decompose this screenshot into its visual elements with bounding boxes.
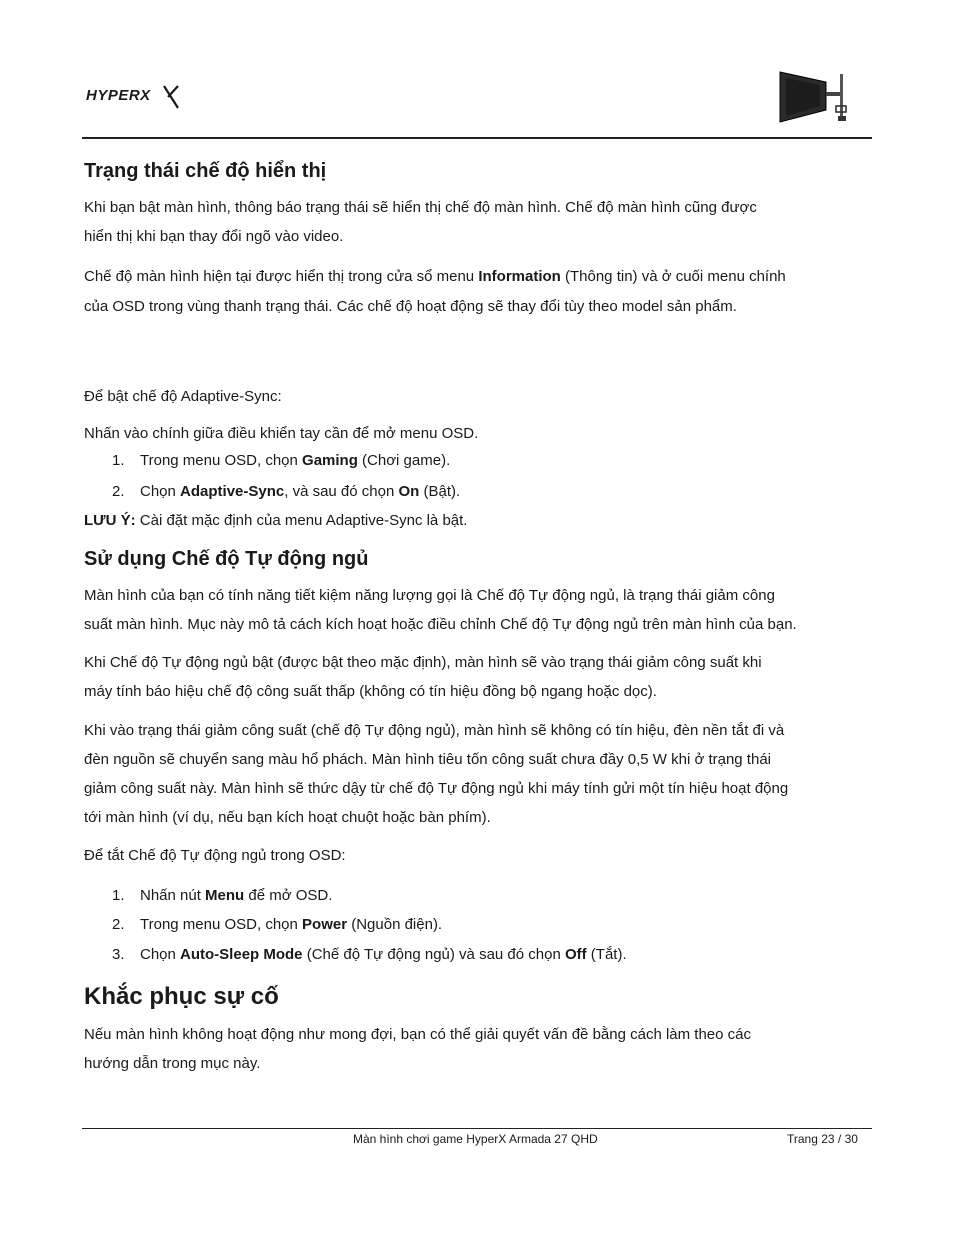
hyperx-logo [84,80,184,112]
paragraph-line: Chế độ màn hình hiện tại được hiển thị trong cửa sổ menu Information (Thông tin) và ở cuối menu chính [84,268,786,285]
paragraph-line: giảm công suất này. Màn hình sẽ thức dậy từ chế độ Tự động ngủ khi máy tính gửi một tín hiệu hoạt động [84,780,789,797]
header-rule [82,137,872,139]
paragraph-line: hiển thị khi bạn thay đổi ngõ vào video. [84,228,344,245]
paragraph-line: Nếu màn hình không hoạt động như mong đợi, bạn có thể giải quyết vấn đề bằng cách làm theo các [84,1026,751,1043]
list-item: 3. Chọn Auto-Sleep Mode (Chế độ Tự động ngủ) và sau đó chọn Off (Tắt). [112,946,627,963]
list-item: 2. Trong menu OSD, chọn Power (Nguồn điện). [112,916,443,933]
paragraph-line: hướng dẫn trong mục này. [84,1055,261,1072]
footer-title: Màn hình chơi game HyperX Armada 27 QHD [353,1132,598,1146]
paragraph-line: Khi bạn bật màn hình, thông báo trạng thái sẽ hiển thị chế độ màn hình. Chế độ màn hình cũng được [84,199,757,216]
paragraph-line: Màn hình của bạn có tính năng tiết kiệm năng lượng gọi là Chế độ Tự động ngủ, là trạng thái giảm công [84,587,775,604]
note: LƯU Ý: Cài đặt mặc định của menu Adaptive-Sync là bật. [84,512,468,529]
paragraph-line: của OSD trong vùng thanh trạng thái. Các chế độ hoạt động sẽ thay đổi tùy theo model sản phẩm. [84,298,737,315]
paragraph-line: đèn nguồn sẽ chuyển sang màu hổ phách. Màn hình tiêu tốn công suất chưa đầy 0,5 W khi ở trạng thái [84,751,771,768]
hyperx-logo-text: HYPERX [86,87,151,104]
list-item: 1. Trong menu OSD, chọn Gaming (Chơi game). [112,452,451,469]
monitor-arm-icon [778,70,852,124]
section-heading-display-mode: Trạng thái chế độ hiển thị [84,160,327,182]
paragraph-line: máy tính báo hiệu chế độ công suất thấp (không có tín hiệu đồng bộ ngang hoặc dọc). [84,683,657,700]
section-heading-auto-sleep: Sử dụng Chế độ Tự động ngủ [84,548,369,570]
paragraph-line: Để bật chế độ Adaptive-Sync: [84,388,282,405]
note-label: LƯU Ý: [84,512,136,529]
paragraph-line: Nhấn vào chính giữa điều khiển tay cần để mở menu OSD. [84,425,479,442]
page-number: Trang 23 / 30 [787,1132,858,1146]
paragraph-line: Để tắt Chế độ Tự động ngủ trong OSD: [84,847,346,864]
paragraph-line: suất màn hình. Mục này mô tả cách kích hoạt hoặc điều chỉnh Chế độ Tự động ngủ trên màn hình của bạn. [84,616,797,633]
list-item: 2. Chọn Adaptive-Sync, và sau đó chọn On (Bật). [112,483,461,500]
paragraph-line: Khi Chế độ Tự động ngủ bật (được bật theo mặc định), màn hình sẽ vào trạng thái giảm công suất khi [84,654,762,671]
bold-term: Information [478,268,561,285]
section-heading-troubleshooting: Khắc phục sự cố [84,983,279,1010]
list-item: 1. Nhấn nút Menu để mở OSD. [112,887,333,904]
paragraph-line: Khi vào trạng thái giảm công suất (chế độ Tự động ngủ), màn hình sẽ không có tín hiệu, đèn nền tắt đi và [84,722,785,739]
paragraph-line: tới màn hình (ví dụ, nếu bạn kích hoạt chuột hoặc bàn phím). [84,809,491,826]
footer-rule [82,1128,872,1129]
